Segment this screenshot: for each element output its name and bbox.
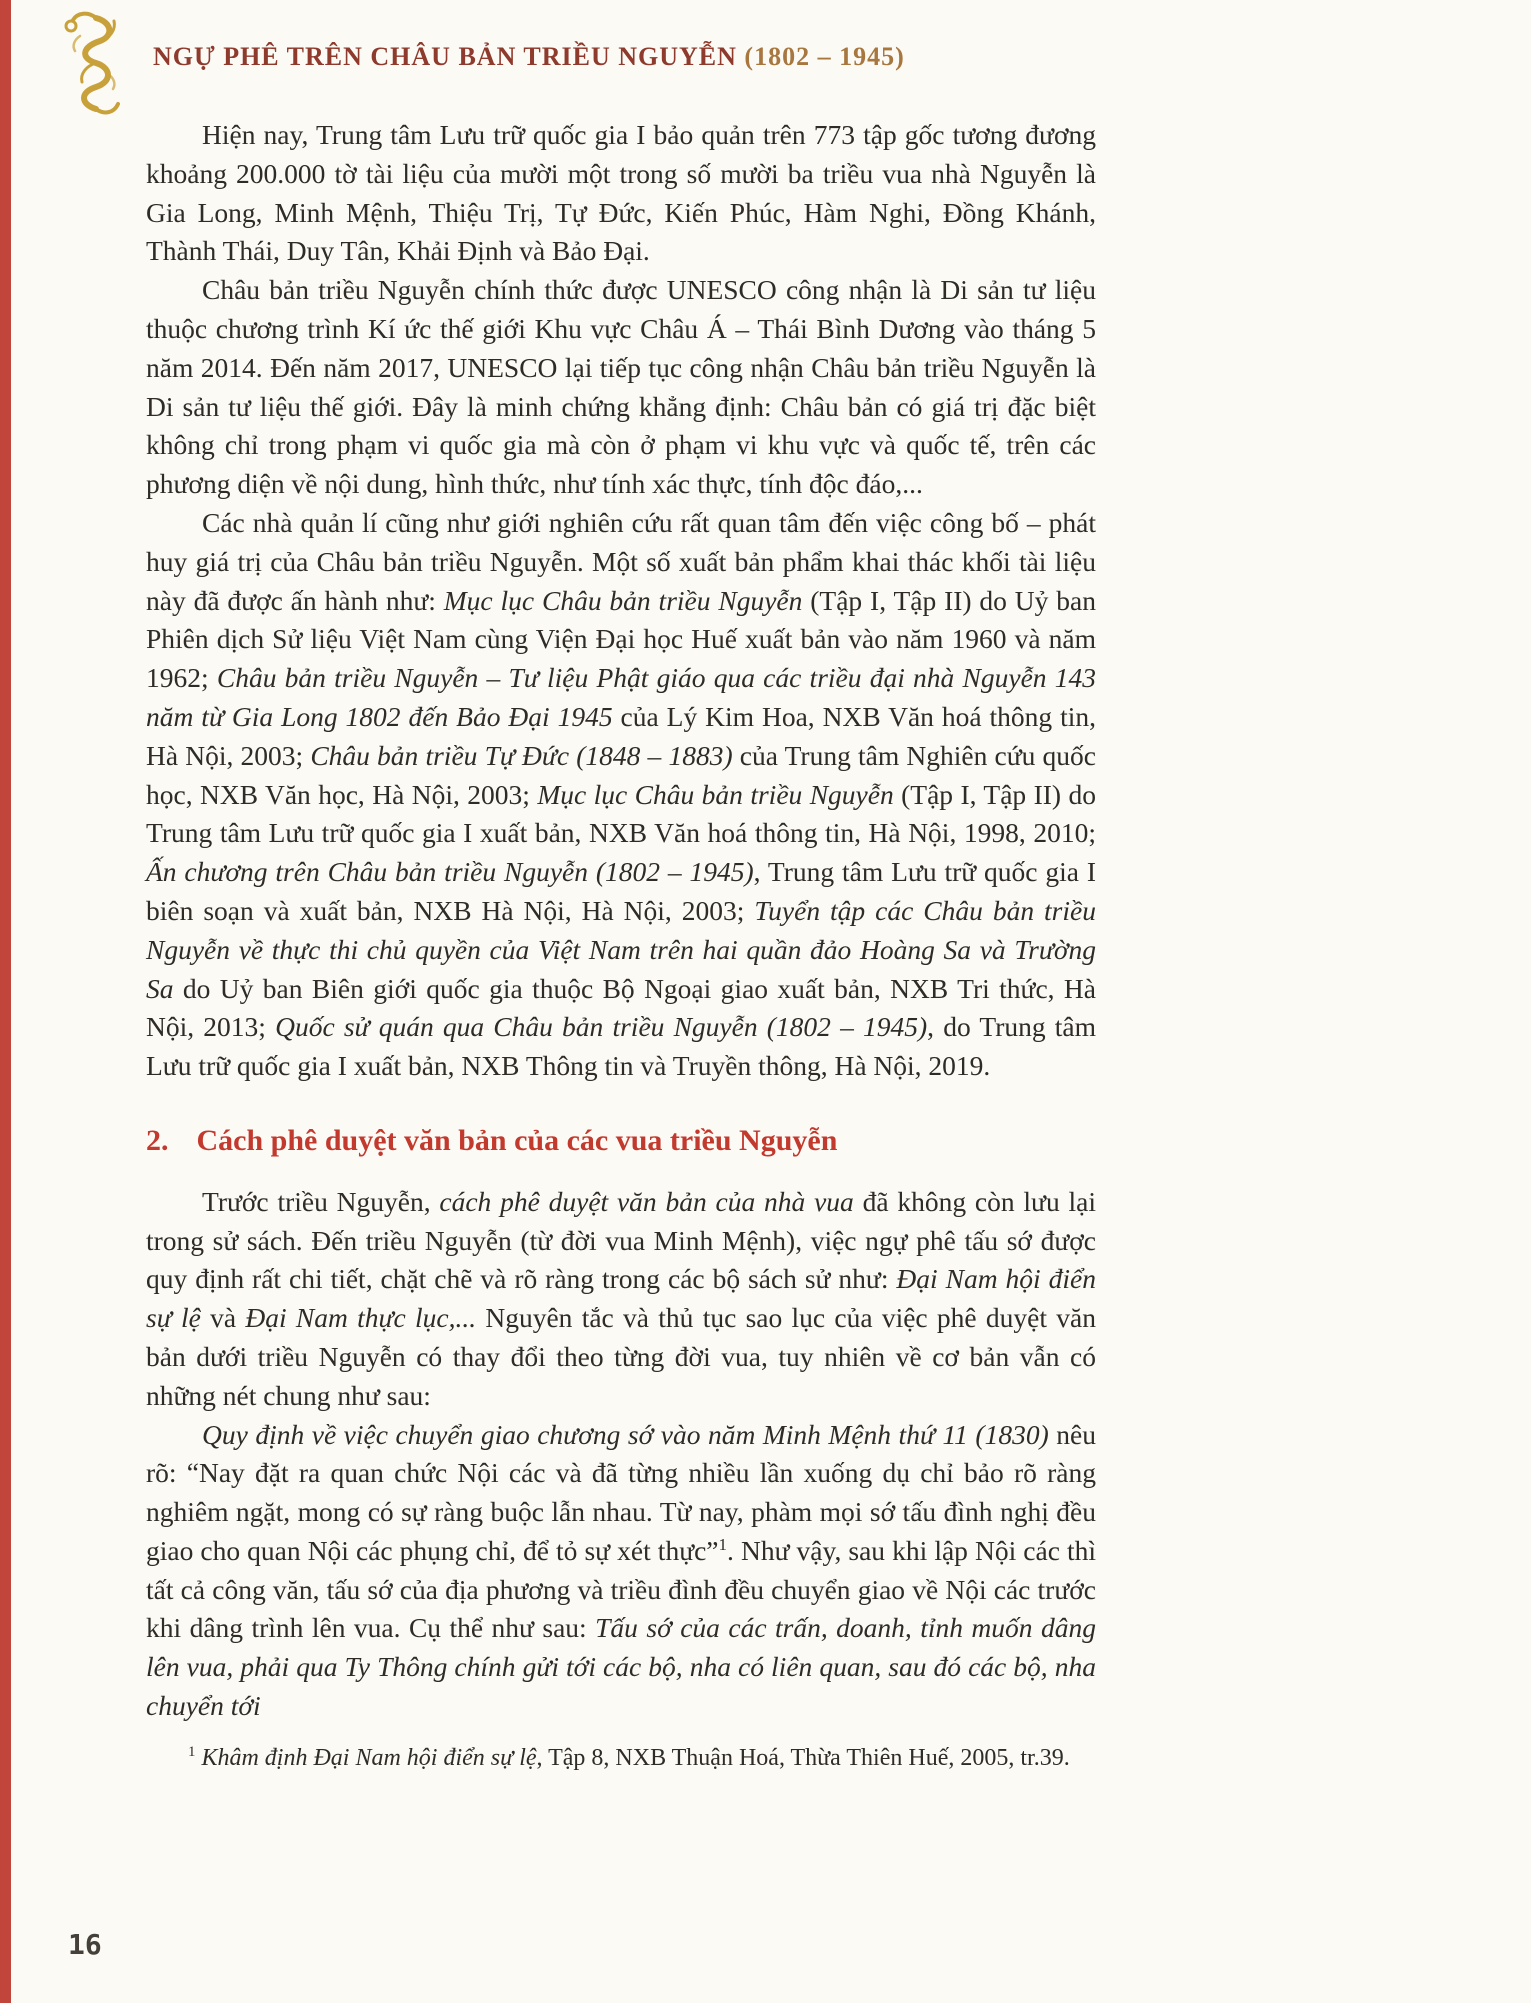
text-segment: Đại Nam hội điển sự lệ [146, 1263, 1096, 1334]
text-segment: , Tập 8, NXB Thuận Hoá, Thừa Thiên Huế, 2005, tr.39. [536, 1744, 1070, 1771]
section-heading [146, 1122, 1096, 1161]
text-segment: nêu rõ: “Nay đặt ra quan chức Nội các và đã từng nhiều lần xuống dụ chỉ bảo rõ ràng nghiêm ngặt, mong có sự ràng buộc lẫn nhau. Từ nay, phàm mọi sớ tấu đình nghị đều giao cho quan Nội các phụng chỉ, để tỏ sự xét thực” [146, 1418, 1096, 1566]
text-segment: cách phê duyệt văn bản của nhà vua [439, 1185, 854, 1217]
paragraph [146, 1416, 1096, 1726]
running-header [153, 42, 905, 72]
text-segment: Châu bản triều Tự Đức (1848 – 1883) [310, 739, 733, 771]
paragraph [146, 116, 1096, 271]
text-segment: Hiện nay, Trung tâm Lưu trữ quốc gia I bảo quản trên 773 tập gốc tương đương khoảng 200.000 tờ tài liệu của mười một trong số mười ba triều vua nhà Nguyễn là Gia Long, Minh Mệnh, Thiệu Trị, Tự Đức, Kiến Phúc, Hàm Nghi, Đồng Khánh, Thành Thái, Duy Tân, Khải Định và Bảo Đại. [146, 119, 1096, 267]
text-segment: Ấn chương trên Châu bản triều Nguyễn (1802 – 1945) [146, 856, 754, 888]
header-title: NGỰ PHÊ TRÊN CHÂU BẢN TRIỀU NGUYỄN [153, 42, 745, 71]
text-segment: Nguyên tắc và thủ tục sao lục của việc phê duyệt văn bản dưới triều Nguyễn có thay đổi theo từng đời vua, tuy nhiên về cơ bản vẫn có những nét chung như sau: [146, 1302, 1096, 1411]
text-segment: của Trung tâm Nghiên cứu quốc học, NXB Văn học, Hà Nội, 2003; [146, 739, 1096, 810]
text-segment: , do Trung tâm Lưu trữ quốc gia I xuất bản, NXB Thông tin và Truyền thông, Hà Nội, 2019. [146, 1011, 1097, 1082]
page-number: 16 [68, 1928, 102, 1961]
text-segment: do Uỷ ban Biên giới quốc gia thuộc Bộ Ngoại giao xuất bản, NXB Tri thức, Hà Nội, 2013; [146, 972, 1096, 1043]
content [146, 116, 1096, 1775]
footnote [146, 1742, 1096, 1775]
text-segment: đã không còn lưu lại trong sử sách. Đến triều Nguyễn (từ đời vua Minh Mệnh), việc ngự phê tấu sớ được quy định rất chi tiết, chặt chẽ và rõ ràng trong các bộ sách sử như: [146, 1185, 1096, 1295]
text-segment: Trước triều Nguyễn, [202, 1185, 440, 1217]
dragon-ornament-icon [50, 6, 134, 128]
paragraph [146, 504, 1096, 1086]
text-segment: (Tập I, Tập II) do Uỷ ban Phiên dịch Sử liệu Việt Nam cùng Viện Đại học Huế xuất bản vào năm 1960 và năm 1962; [146, 584, 1096, 694]
text-segment: (Tập I, Tập II) do Trung tâm Lưu trữ quốc gia I xuất bản, NXB Văn hoá thông tin, Hà Nội, 1998, 2010; [146, 778, 1096, 849]
text-segment: Mục lục Châu bản triều Nguyễn [537, 778, 894, 810]
text-segment: 1 [718, 1534, 728, 1554]
text-segment: Quốc sử quán qua Châu bản triều Nguyễn (1802 – 1945) [275, 1011, 928, 1043]
text-segment: Mục lục Châu bản triều Nguyễn [443, 584, 803, 616]
text-segment: và [200, 1302, 246, 1334]
section-number: 2. [146, 1123, 169, 1157]
section-title: Cách phê duyệt văn bản của các vua triều Nguyễn [196, 1123, 838, 1157]
text-segment: của Lý Kim Hoa, NXB Văn hoá thông tin, Hà Nội, 2003; [146, 700, 1096, 771]
text-segment: Khâm định Đại Nam hội điển sự lệ [201, 1744, 537, 1771]
text-segment: . Như vậy, sau khi lập Nội các thì tất cả công văn, tấu sớ của địa phương và triều đình đều chuyển giao về Nội các trước khi dâng trình lên vua. Cụ thể như sau: [146, 1534, 1096, 1644]
text-segment: Tấu sớ của các trấn, doanh, tỉnh muốn dâng lên vua, phải qua Ty Thông chính gửi tới các bộ, nha có liên quan, sau đó các bộ, nha chuyển tới [146, 1612, 1096, 1722]
text-segment: Tuyển tập các Châu bản triều Nguyễn về thực thi chủ quyền của Việt Nam trên hai quần đảo Hoàng Sa và Trường Sa [146, 894, 1096, 1004]
paragraph [146, 1183, 1096, 1416]
text-segment: , Trung tâm Lưu trữ quốc gia I biên soạn và xuất bản, NXB Hà Nội, Hà Nội, 2003; [146, 856, 1096, 926]
text-segment: Châu bản triều Nguyễn – Tư liệu Phật giáo qua các triều đại nhà Nguyễn 143 năm từ Gia Long 1802 đến Bảo Đại 1945 [146, 662, 1096, 732]
paragraph [146, 271, 1096, 504]
text-segment: 1 [188, 1743, 196, 1760]
left-red-border [0, 0, 11, 2003]
text-segment: Đại Nam thực lục,... [245, 1302, 477, 1334]
header-years: (1802 – 1945) [744, 42, 905, 71]
text-segment: Các nhà quản lí cũng như giới nghiên cứu rất quan tâm đến việc công bố – phát huy giá trị của Châu bản triều Nguyễn. Một số xuất bản phẩm khai thác khối tài liệu này đã được ấn hành như: [146, 506, 1096, 616]
text-segment: Quy định về việc chuyển giao chương sớ vào năm Minh Mệnh thứ 11 (1830) [202, 1418, 1049, 1450]
text-segment: Châu bản triều Nguyễn chính thức được UNESCO công nhận là Di sản tư liệu thuộc chương trình Kí ức thế giới Khu vực Châu Á – Thái Bình Dương vào tháng 5 năm 2014. Đến năm 2017, UNESCO lại tiếp tục công nhận Châu bản triều Nguyễn là Di sản tư liệu thế giới. Đây là minh chứng khẳng định: Châu bản có giá trị đặc biệt không chỉ trong phạm vi quốc gia mà còn ở phạm vi khu vực và quốc tế, trên các phương diện về nội dung, hình thức, như tính xác thực, tính độc đáo,... [146, 274, 1096, 500]
